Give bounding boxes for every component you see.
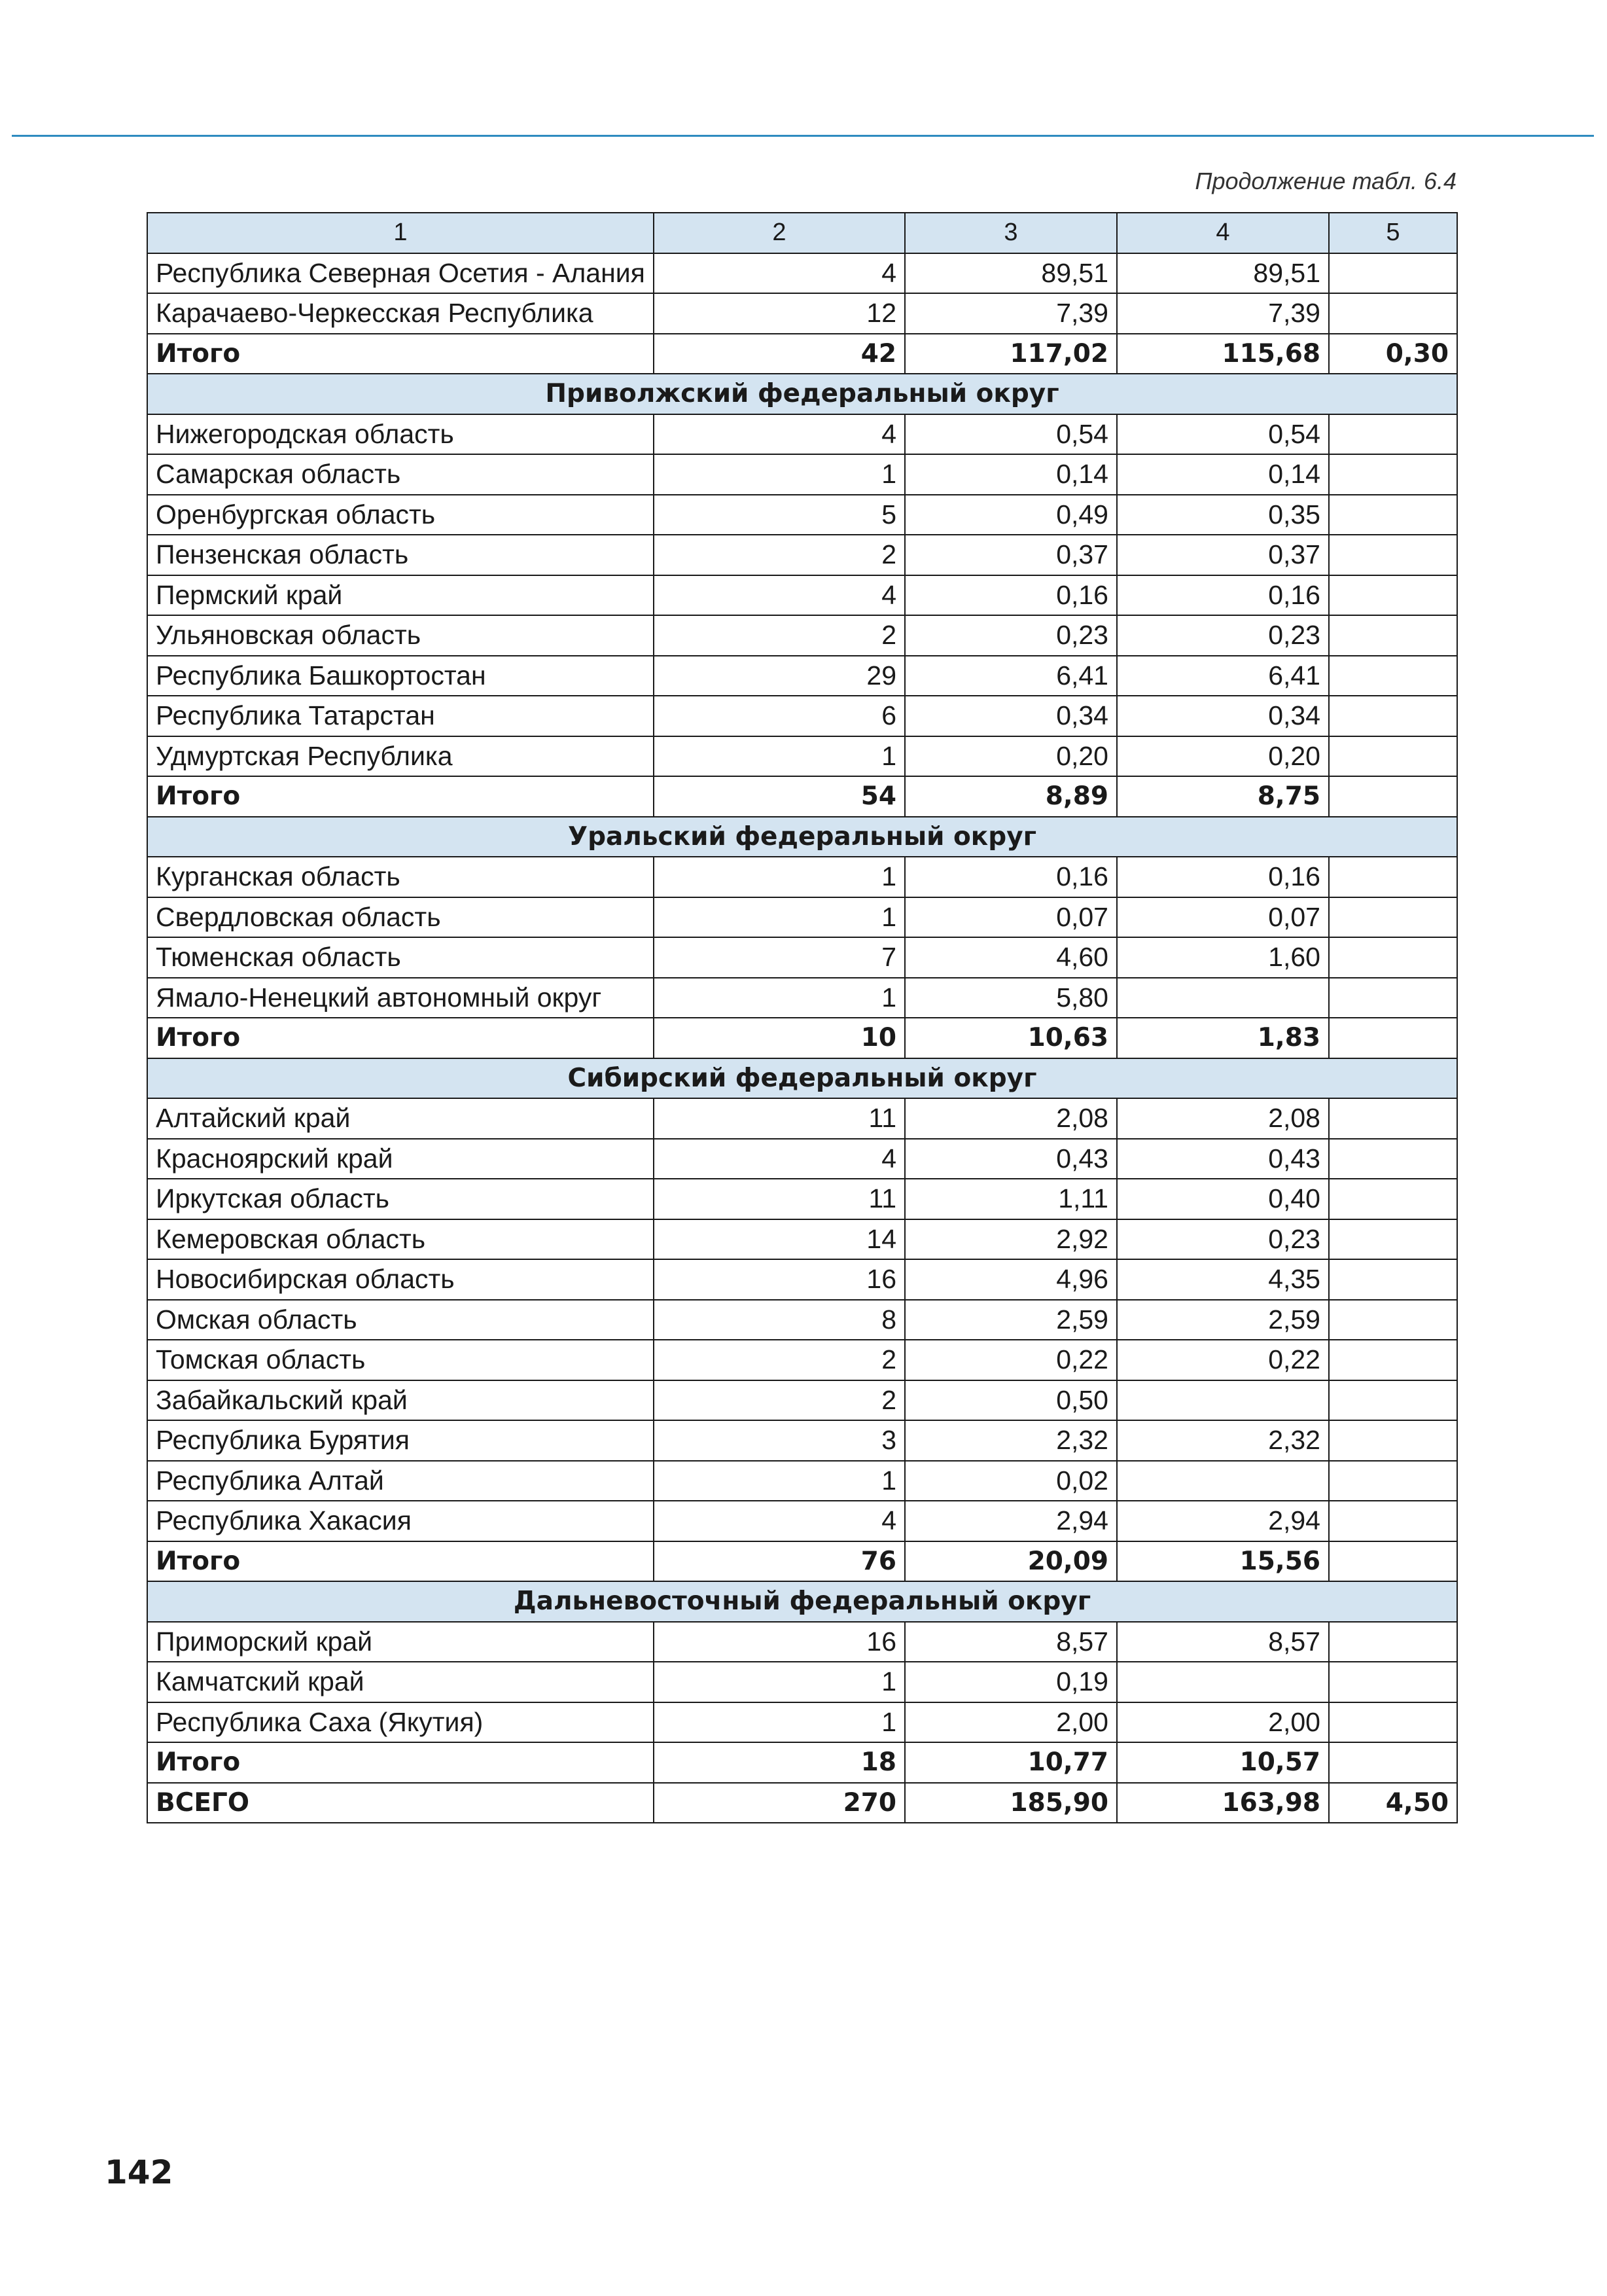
table-body [147, 253, 1457, 1823]
value-cell: 0,16 [1117, 857, 1329, 897]
value-cell: 6,41 [905, 656, 1117, 696]
value-cell: 8,57 [905, 1622, 1117, 1662]
value-cell: 14 [654, 1219, 905, 1260]
value-cell: 11 [654, 1179, 905, 1219]
region-name-cell: Оренбургская область [147, 495, 654, 535]
value-cell [1329, 1259, 1457, 1300]
value-cell [1329, 1340, 1457, 1380]
value-cell [1329, 656, 1457, 696]
table-row [147, 1259, 1457, 1300]
value-cell: 89,51 [905, 253, 1117, 294]
value-cell: 4 [654, 414, 905, 455]
value-cell: 0,49 [905, 495, 1117, 535]
value-cell: 270 [654, 1783, 905, 1823]
value-cell: 2,92 [905, 1219, 1117, 1260]
value-cell: 5 [654, 495, 905, 535]
value-cell: 1 [654, 897, 905, 938]
value-cell: 2 [654, 615, 905, 656]
region-name-cell: Республика Хакасия [147, 1501, 654, 1541]
table-row [147, 1340, 1457, 1380]
value-cell [1329, 978, 1457, 1018]
table-row [147, 656, 1457, 696]
value-cell: 8 [654, 1300, 905, 1340]
value-cell: 20,09 [905, 1541, 1117, 1582]
value-cell: 0,22 [1117, 1340, 1329, 1380]
header-cell: 2 [654, 213, 905, 253]
value-cell: 76 [654, 1541, 905, 1582]
value-cell: 0,50 [905, 1380, 1117, 1421]
value-cell: 2 [654, 1340, 905, 1380]
value-cell [1329, 1098, 1457, 1139]
region-name-cell: Итого [147, 1742, 654, 1783]
value-cell: 185,90 [905, 1783, 1117, 1823]
value-cell: 8,57 [1117, 1622, 1329, 1662]
value-cell: 5,80 [905, 978, 1117, 1018]
value-cell: 0,43 [1117, 1139, 1329, 1179]
value-cell: 10 [654, 1018, 905, 1058]
table-continuation-caption: Продолжение табл. 6.4 [1195, 168, 1457, 194]
table-row [147, 454, 1457, 495]
value-cell [1329, 1461, 1457, 1501]
value-cell: 4 [654, 575, 905, 616]
region-name-cell: Кемеровская область [147, 1219, 654, 1260]
value-cell [1329, 1380, 1457, 1421]
region-name-cell: Алтайский край [147, 1098, 654, 1139]
value-cell: 1,83 [1117, 1018, 1329, 1058]
value-cell: 8,89 [905, 776, 1117, 817]
value-cell [1329, 1300, 1457, 1340]
value-cell [1329, 575, 1457, 616]
region-name-cell: Новосибирская область [147, 1259, 654, 1300]
value-cell: 7 [654, 937, 905, 978]
value-cell [1329, 1420, 1457, 1461]
value-cell: 0,37 [905, 535, 1117, 575]
value-cell: 10,57 [1117, 1742, 1329, 1783]
region-name-cell: Пермский край [147, 575, 654, 616]
value-cell [1117, 1662, 1329, 1702]
value-cell: 2,00 [905, 1702, 1117, 1743]
district-name: Уральский федеральный округ [147, 817, 1457, 857]
table-row [147, 535, 1457, 575]
value-cell [1329, 454, 1457, 495]
value-cell: 1,11 [905, 1179, 1117, 1219]
value-cell: 18 [654, 1742, 905, 1783]
value-cell: 2,59 [1117, 1300, 1329, 1340]
value-cell: 163,98 [1117, 1783, 1329, 1823]
value-cell: 0,16 [905, 575, 1117, 616]
value-cell: 0,23 [905, 615, 1117, 656]
header-cell: 1 [147, 213, 654, 253]
region-name-cell: Республика Алтай [147, 1461, 654, 1501]
value-cell: 2 [654, 1380, 905, 1421]
region-name-cell: Ямало-Ненецкий автономный округ [147, 978, 654, 1018]
total-row [147, 1742, 1457, 1783]
region-name-cell: Ульяновская область [147, 615, 654, 656]
value-cell: 0,14 [1117, 454, 1329, 495]
region-name-cell: Курганская область [147, 857, 654, 897]
value-cell: 1,60 [1117, 937, 1329, 978]
value-cell: 0,14 [905, 454, 1117, 495]
total-row [147, 776, 1457, 817]
value-cell [1329, 1219, 1457, 1260]
value-cell [1117, 1461, 1329, 1501]
value-cell: 117,02 [905, 334, 1117, 374]
region-name-cell: Республика Северная Осетия - Алания [147, 253, 654, 294]
region-name-cell: Итого [147, 1018, 654, 1058]
value-cell: 6,41 [1117, 656, 1329, 696]
value-cell: 0,20 [1117, 736, 1329, 777]
value-cell: 29 [654, 656, 905, 696]
value-cell: 4 [654, 253, 905, 294]
total-row [147, 334, 1457, 374]
value-cell: 0,16 [1117, 575, 1329, 616]
value-cell: 0,19 [905, 1662, 1117, 1702]
region-name-cell: Республика Татарстан [147, 696, 654, 736]
value-cell: 2,00 [1117, 1702, 1329, 1743]
region-name-cell: Республика Бурятия [147, 1420, 654, 1461]
data-table [147, 212, 1458, 1823]
value-cell: 2,08 [1117, 1098, 1329, 1139]
region-name-cell: Томская область [147, 1340, 654, 1380]
value-cell: 1 [654, 1461, 905, 1501]
table-row [147, 1219, 1457, 1260]
value-cell: 0,23 [1117, 615, 1329, 656]
value-cell: 1 [654, 857, 905, 897]
value-cell: 1 [654, 1702, 905, 1743]
value-cell: 0,37 [1117, 535, 1329, 575]
value-cell [1329, 1501, 1457, 1541]
value-cell: 0,07 [905, 897, 1117, 938]
value-cell: 0,22 [905, 1340, 1117, 1380]
value-cell: 4 [654, 1139, 905, 1179]
value-cell: 2,08 [905, 1098, 1117, 1139]
value-cell [1329, 253, 1457, 294]
value-cell [1329, 857, 1457, 897]
value-cell: 16 [654, 1259, 905, 1300]
value-cell: 89,51 [1117, 253, 1329, 294]
district-name: Приволжский федеральный округ [147, 374, 1457, 414]
region-name-cell: Нижегородская область [147, 414, 654, 455]
value-cell: 4,35 [1117, 1259, 1329, 1300]
table-row [147, 1622, 1457, 1662]
value-cell [1329, 937, 1457, 978]
value-cell [1329, 696, 1457, 736]
region-name-cell: Красноярский край [147, 1139, 654, 1179]
value-cell [1329, 414, 1457, 455]
region-name-cell: Камчатский край [147, 1662, 654, 1702]
header-cell: 4 [1117, 213, 1329, 253]
value-cell: 0,54 [905, 414, 1117, 455]
value-cell: 2,59 [905, 1300, 1117, 1340]
value-cell: 1 [654, 978, 905, 1018]
value-cell: 0,23 [1117, 1219, 1329, 1260]
table-row [147, 1461, 1457, 1501]
value-cell: 4 [654, 1501, 905, 1541]
region-name-cell: Карачаево-Черкесская Республика [147, 293, 654, 334]
value-cell: 0,35 [1117, 495, 1329, 535]
region-name-cell: Забайкальский край [147, 1380, 654, 1421]
value-cell: 4,50 [1329, 1783, 1457, 1823]
value-cell: 0,40 [1117, 1179, 1329, 1219]
district-name: Сибирский федеральный округ [147, 1058, 1457, 1099]
page-number: 142 [105, 2153, 173, 2191]
region-name-cell: Республика Башкортостан [147, 656, 654, 696]
value-cell: 15,56 [1117, 1541, 1329, 1582]
region-name-cell: Самарская область [147, 454, 654, 495]
district-header-row [147, 1058, 1457, 1099]
value-cell: 4,60 [905, 937, 1117, 978]
value-cell [1329, 615, 1457, 656]
region-name-cell: Свердловская область [147, 897, 654, 938]
value-cell: 2,94 [1117, 1501, 1329, 1541]
value-cell [1329, 1742, 1457, 1783]
value-cell: 10,63 [905, 1018, 1117, 1058]
value-cell [1329, 776, 1457, 817]
table-row [147, 736, 1457, 777]
value-cell: 7,39 [1117, 293, 1329, 334]
value-cell: 3 [654, 1420, 905, 1461]
value-cell: 11 [654, 1098, 905, 1139]
district-name: Дальневосточный федеральный округ [147, 1581, 1457, 1622]
top-rule [12, 135, 1594, 137]
value-cell [1329, 736, 1457, 777]
region-name-cell: Итого [147, 1541, 654, 1582]
value-cell [1329, 1662, 1457, 1702]
value-cell [1329, 535, 1457, 575]
value-cell: 16 [654, 1622, 905, 1662]
value-cell: 0,43 [905, 1139, 1117, 1179]
value-cell [1329, 1179, 1457, 1219]
value-cell [1117, 1380, 1329, 1421]
table-row [147, 414, 1457, 455]
value-cell: 2 [654, 535, 905, 575]
table-row [147, 575, 1457, 616]
value-cell [1329, 1541, 1457, 1582]
value-cell: 0,02 [905, 1461, 1117, 1501]
table-row [147, 615, 1457, 656]
value-cell: 42 [654, 334, 905, 374]
total-row [147, 1783, 1457, 1823]
region-name-cell: Иркутская область [147, 1179, 654, 1219]
total-row [147, 1541, 1457, 1582]
table-row [147, 1179, 1457, 1219]
region-name-cell: Итого [147, 334, 654, 374]
region-name-cell: Итого [147, 776, 654, 817]
value-cell: 0,07 [1117, 897, 1329, 938]
header-cell: 3 [905, 213, 1117, 253]
value-cell: 10,77 [905, 1742, 1117, 1783]
value-cell [1117, 978, 1329, 1018]
table-row [147, 937, 1457, 978]
district-header-row [147, 817, 1457, 857]
district-header-row [147, 1581, 1457, 1622]
value-cell: 1 [654, 454, 905, 495]
region-name-cell: Республика Саха (Якутия) [147, 1702, 654, 1743]
table-row [147, 1380, 1457, 1421]
table-row [147, 1300, 1457, 1340]
value-cell: 0,34 [1117, 696, 1329, 736]
value-cell: 2,32 [905, 1420, 1117, 1461]
value-cell [1329, 293, 1457, 334]
table-row [147, 857, 1457, 897]
table-row [147, 1098, 1457, 1139]
value-cell: 0,20 [905, 736, 1117, 777]
value-cell: 8,75 [1117, 776, 1329, 817]
value-cell [1329, 1622, 1457, 1662]
value-cell: 0,30 [1329, 334, 1457, 374]
region-name-cell: Приморский край [147, 1622, 654, 1662]
region-name-cell: Пензенская область [147, 535, 654, 575]
region-name-cell: ВСЕГО [147, 1783, 654, 1823]
value-cell: 12 [654, 293, 905, 334]
table-row [147, 495, 1457, 535]
value-cell [1329, 495, 1457, 535]
value-cell: 7,39 [905, 293, 1117, 334]
value-cell: 2,94 [905, 1501, 1117, 1541]
value-cell: 1 [654, 736, 905, 777]
total-row [147, 1018, 1457, 1058]
value-cell: 1 [654, 1662, 905, 1702]
value-cell [1329, 1139, 1457, 1179]
table-row [147, 1139, 1457, 1179]
region-name-cell: Тюменская область [147, 937, 654, 978]
region-name-cell: Омская область [147, 1300, 654, 1340]
table-row [147, 253, 1457, 294]
value-cell: 0,54 [1117, 414, 1329, 455]
table-row [147, 293, 1457, 334]
district-header-row [147, 374, 1457, 414]
value-cell: 0,16 [905, 857, 1117, 897]
value-cell: 4,96 [905, 1259, 1117, 1300]
table-row [147, 1702, 1457, 1743]
table-row [147, 696, 1457, 736]
value-cell [1329, 897, 1457, 938]
value-cell [1329, 1702, 1457, 1743]
value-cell [1329, 1018, 1457, 1058]
table-row [147, 978, 1457, 1018]
value-cell: 115,68 [1117, 334, 1329, 374]
table-row [147, 1501, 1457, 1541]
value-cell: 54 [654, 776, 905, 817]
value-cell: 0,34 [905, 696, 1117, 736]
table-row [147, 897, 1457, 938]
header-row [147, 213, 1457, 253]
value-cell: 6 [654, 696, 905, 736]
table-row [147, 1420, 1457, 1461]
value-cell: 2,32 [1117, 1420, 1329, 1461]
table-row [147, 1662, 1457, 1702]
header-cell: 5 [1329, 213, 1457, 253]
region-name-cell: Удмуртская Республика [147, 736, 654, 777]
